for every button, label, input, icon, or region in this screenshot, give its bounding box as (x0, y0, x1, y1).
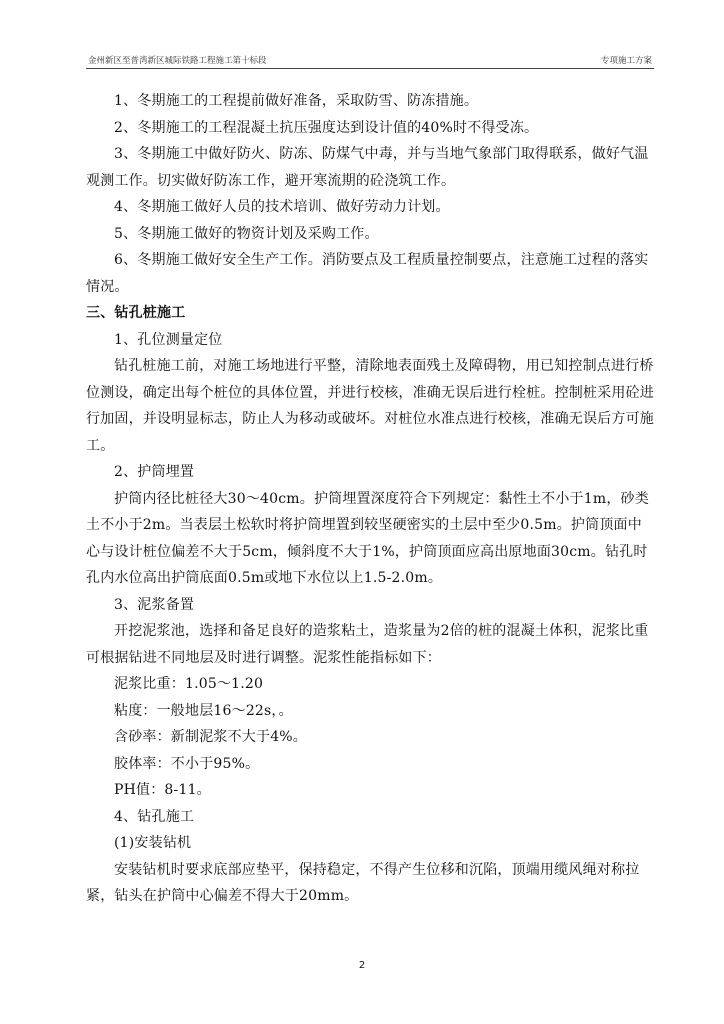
paragraph: 6、冬期施工做好安全生产工作。消防要点及工程质量控制要点，注意施工过程的落实情况。 (86, 252, 649, 295)
subsection-title: 2、护筒埋置 (114, 464, 195, 480)
subsection-title: 1、孔位测量定位 (114, 331, 223, 348)
paragraph: 4、冬期施工做好人员的技术培训、做好劳动力计划。 (114, 199, 450, 215)
header-project-title: 金州新区至普湾新区城际铁路工程施工第十标段 (88, 56, 267, 66)
document-body (86, 88, 656, 910)
subsection-title: (1)安装钻机 (114, 835, 192, 851)
subsection-title: 4、钻孔施工 (114, 808, 195, 825)
spec-item: 胶体率：不小于95%。 (114, 755, 260, 772)
spec-item: 粘度：一般地层16～22s，。 (114, 702, 293, 719)
section-heading: 三、钻孔桩施工 (86, 305, 186, 321)
subsection-title: 3、泥浆备置 (114, 596, 195, 613)
spec-item: PH值：8-11。 (114, 782, 211, 798)
paragraph: 护筒内径比桩径大30～40cm。护筒埋置深度符合下列规定：黏性土不小于1m，砂类土不小于2m。当表层土松软时将护筒埋置到较坚硬密实的土层中至少0.5m。护筒顶面中心与设计桩位偏差不大于5cm，倾斜度不大于1%，护筒顶面应高出原地面30cm。钻孔时孔内水位高出护筒底面0.5m或地下水位以上1.5-2.0m。 (86, 490, 649, 586)
paragraph: 钻孔桩施工前，对施工场地进行平整，清除地表面残土及障碍物，用已知控制点进行桥位测设，确定出每个桩位的具体位置，并进行校核，准确无误后进行栓桩。控制桩采用砼进行加固，并设明显标志，防止人为移动或破坏。对桩位水准点进行校核，准确无误后方可施工。 (86, 358, 654, 454)
spec-item: 泥浆比重：1.05～1.20 (114, 676, 264, 692)
paragraph: 2、冬期施工的工程混凝土抗压强度达到设计值的40%时不得受冻。 (114, 119, 539, 136)
spec-item: 含砂率：新制泥浆不大于4%。 (114, 729, 308, 745)
paragraph: 1、冬期施工的工程提前做好准备，采取防雪、防冻措施。 (114, 93, 479, 109)
header-document-type: 专项施工方案 (600, 56, 652, 66)
paragraph: 3、冬期施工中做好防火、防冻、防煤气中毒，并与当地气象部门取得联系，做好气温观测工作。切实做好防冻工作，避开寒流期的砼浇筑工作。 (86, 146, 649, 189)
page-header (86, 52, 654, 69)
paragraph: 安装钻机时要求底部应垫平，保持稳定，不得产生位移和沉陷，顶端用缆风绳对称拉紧，钻头在护筒中心偏差不得大于20mm。 (86, 861, 640, 904)
paragraph: 开挖泥浆池，选择和备足良好的造浆粘土，造浆量为2倍的桩的混凝土体积，泥浆比重可根据钻进不同地层及时进行调整。泥浆性能指标如下： (86, 623, 649, 666)
page-number: 2 (358, 960, 366, 971)
paragraph: 5、冬期施工做好的物资计划及采购工作。 (114, 225, 379, 242)
